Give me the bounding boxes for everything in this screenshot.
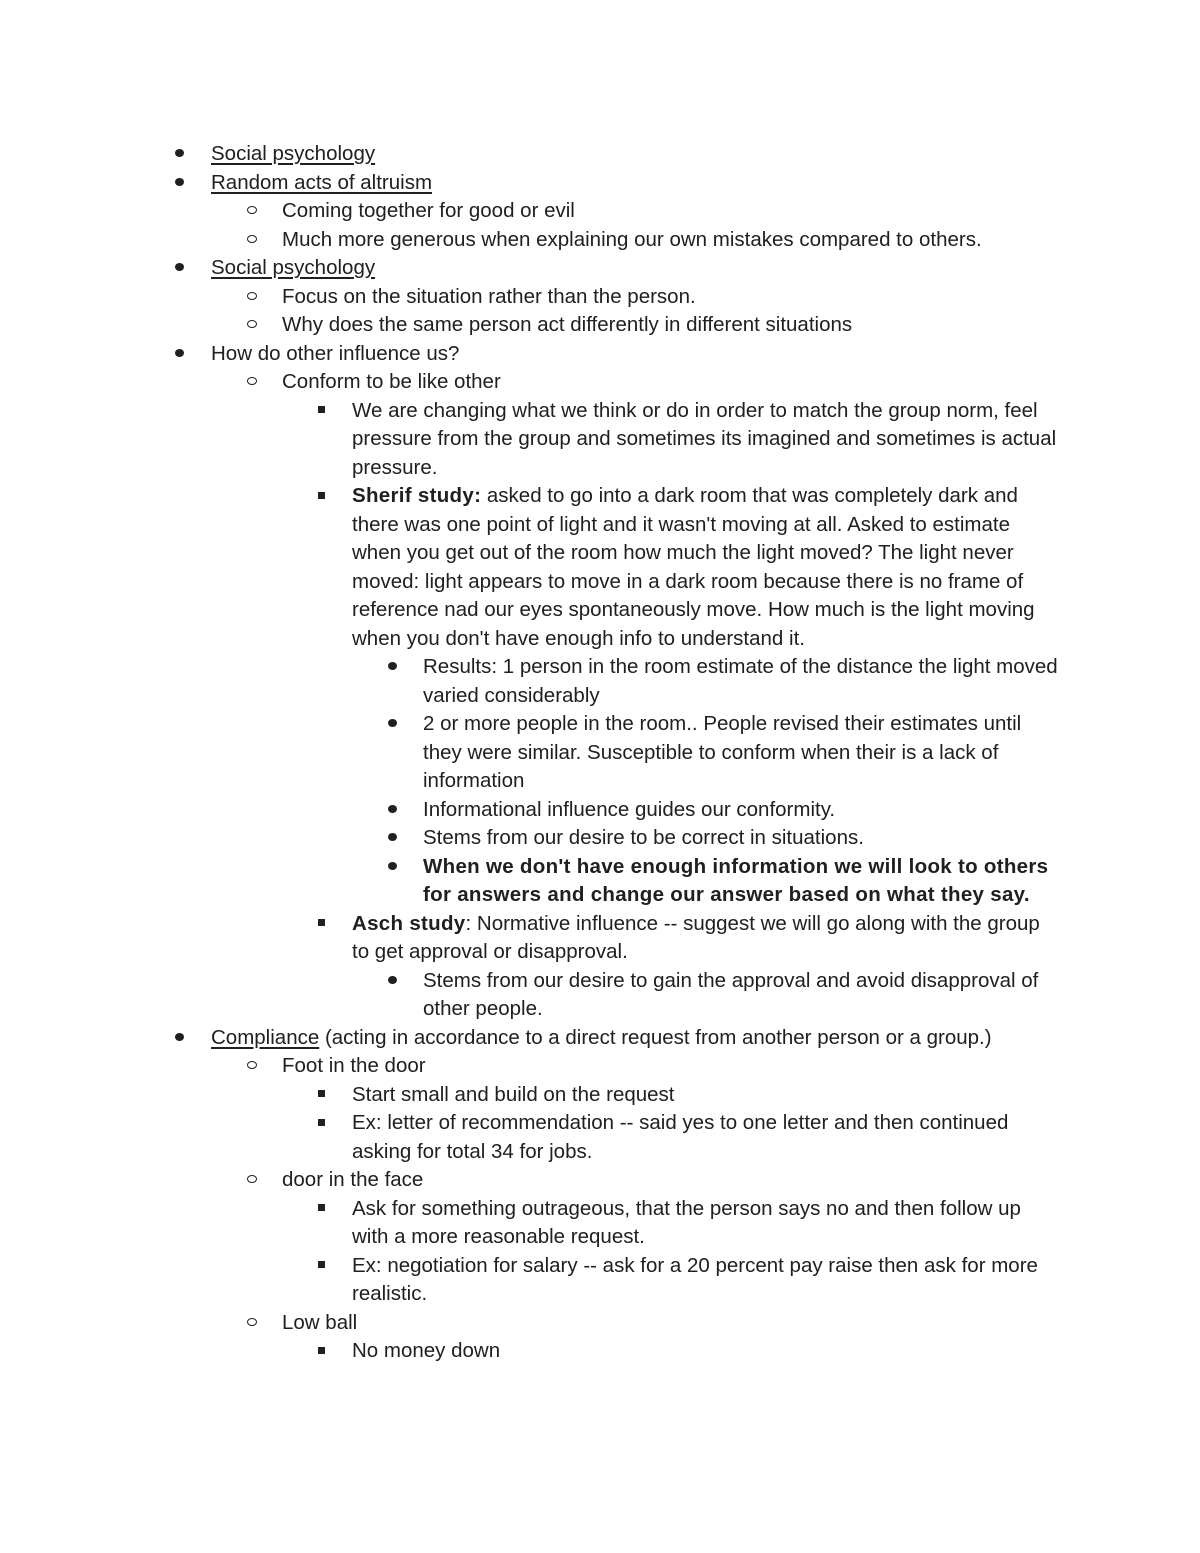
bullet-square-icon: [318, 1337, 325, 1366]
list-item: [0, 853, 1063, 910]
item-text: We are changing what we think or do in order to match the group norm, feel pressure from the group and sometimes its imagined and sometimes is actual pressure.: [352, 398, 1057, 479]
list-item: [0, 967, 1063, 1024]
bullet-dot-icon: [175, 1024, 184, 1053]
bullet-square-icon: [318, 397, 325, 426]
key-takeaway: When we don't have enough information we will look to others for answers and change our answer based on what they say.: [423, 854, 1049, 906]
item-text: Why does the same person act differently in different situations: [282, 313, 853, 336]
item-text: Conform to be like other: [282, 370, 501, 393]
item-text: : Normative influence -- suggest we will go along with the group to get approval or disapproval.: [352, 911, 1040, 963]
bullet-circle-icon: [247, 1052, 257, 1081]
bullet-square-icon: [318, 1081, 325, 1110]
item-text: Results: 1 person in the room estimate of the distance the light moved varied considerably: [423, 655, 1058, 707]
study-name: Sherif study:: [352, 484, 482, 507]
item-text: Ask for something outrageous, that the person says no and then follow up with a more reasonable request.: [352, 1196, 1021, 1248]
list-item: [0, 1024, 1200, 1053]
item-text: No money down: [352, 1339, 501, 1362]
list-item: [0, 1052, 1200, 1081]
item-text: Informational influence guides our conformity.: [423, 797, 836, 821]
bullet-dot-icon: [388, 796, 397, 825]
bullet-dot-icon: [388, 967, 397, 996]
bullet-circle-icon: [247, 197, 257, 226]
list-item: [0, 140, 1200, 169]
bullet-dot-icon: [175, 254, 184, 283]
item-text: Low ball: [282, 1310, 358, 1334]
item-text: Ex: negotiation for salary -- ask for a 20 percent pay raise then ask for more realistic.: [352, 1253, 1038, 1305]
item-text: How do other influence us?: [211, 341, 460, 365]
topic-heading: Social psychology: [211, 142, 376, 165]
item-text: Coming together for good or evil: [282, 199, 575, 222]
bullet-square-icon: [318, 910, 325, 939]
item-text: asked to go into a dark room that was completely dark and there was one point of light and it wasn't moving at all. Asked to estimate when you get out of the room how much the light moved? The light never moved: light appears to move in a dark room because there is no frame of reference nad our eyes spontaneously move. How much is the light moving when you don't have enough info to understand it.: [352, 484, 1035, 650]
list-item: [0, 710, 1063, 796]
bullet-circle-icon: [247, 226, 257, 255]
item-text: (acting in accordance to a direct request from another person or a group.): [319, 1025, 992, 1049]
study-name: Asch study: [352, 911, 466, 935]
bullet-square-icon: [318, 1252, 325, 1281]
bullet-dot-icon: [388, 653, 397, 682]
notes-page: [0, 140, 1200, 1366]
item-text: Stems from our desire to be correct in situations.: [423, 826, 864, 849]
bullet-dot-icon: [388, 824, 397, 853]
list-item: [0, 1309, 1200, 1338]
list-item: [0, 1195, 1062, 1252]
list-item: [0, 653, 1063, 710]
list-item: [0, 824, 1063, 853]
bullet-circle-icon: [247, 368, 257, 397]
item-text: Stems from our desire to gain the approval and avoid disapproval of other people.: [423, 968, 1039, 1020]
list-item: [0, 254, 1200, 283]
list-item: [0, 482, 1062, 653]
bullet-square-icon: [318, 1109, 325, 1138]
bullet-circle-icon: [247, 311, 257, 340]
item-text: 2 or more people in the room.. People revised their estimates until they were similar. Susceptible to conform when their is a lack of information: [423, 712, 1022, 792]
bullet-dot-icon: [175, 340, 184, 369]
item-text: Focus on the situation rather than the person.: [282, 284, 696, 308]
bullet-dot-icon: [388, 853, 397, 882]
item-text: Foot in the door: [282, 1054, 426, 1077]
list-item: [0, 910, 1062, 967]
item-text: Much more generous when explaining our own mistakes compared to others.: [282, 227, 982, 251]
list-item: [0, 1109, 1062, 1166]
list-item: [0, 1166, 1200, 1195]
bullet-square-icon: [318, 1195, 325, 1224]
list-item: [0, 197, 1200, 226]
list-item: [0, 1252, 1062, 1309]
bullet-circle-icon: [247, 1309, 257, 1338]
bullet-dot-icon: [175, 140, 184, 169]
list-item: [0, 368, 1200, 397]
bullet-circle-icon: [247, 1166, 257, 1195]
item-text: door in the face: [282, 1168, 424, 1191]
bullet-dot-icon: [388, 710, 397, 739]
item-text: Ex: letter of recommendation -- said yes to one letter and then continued asking for total 34 for jobs.: [352, 1111, 1009, 1163]
item-text: Start small and build on the request: [352, 1082, 675, 1106]
list-item: [0, 226, 1200, 255]
list-item: [0, 397, 1062, 483]
topic-heading: Social psychology: [211, 256, 376, 279]
bullet-dot-icon: [175, 169, 184, 198]
list-item: [0, 311, 1200, 340]
list-item: [0, 283, 1200, 312]
topic-heading: Random acts of altruism: [211, 170, 433, 194]
bullet-circle-icon: [247, 283, 257, 312]
list-item: [0, 796, 1063, 825]
topic-heading: Compliance: [211, 1025, 320, 1049]
list-item: [0, 1337, 1062, 1366]
bullet-square-icon: [318, 482, 325, 511]
list-item: [0, 169, 1200, 198]
list-item: [0, 1081, 1062, 1110]
list-item: [0, 340, 1200, 369]
